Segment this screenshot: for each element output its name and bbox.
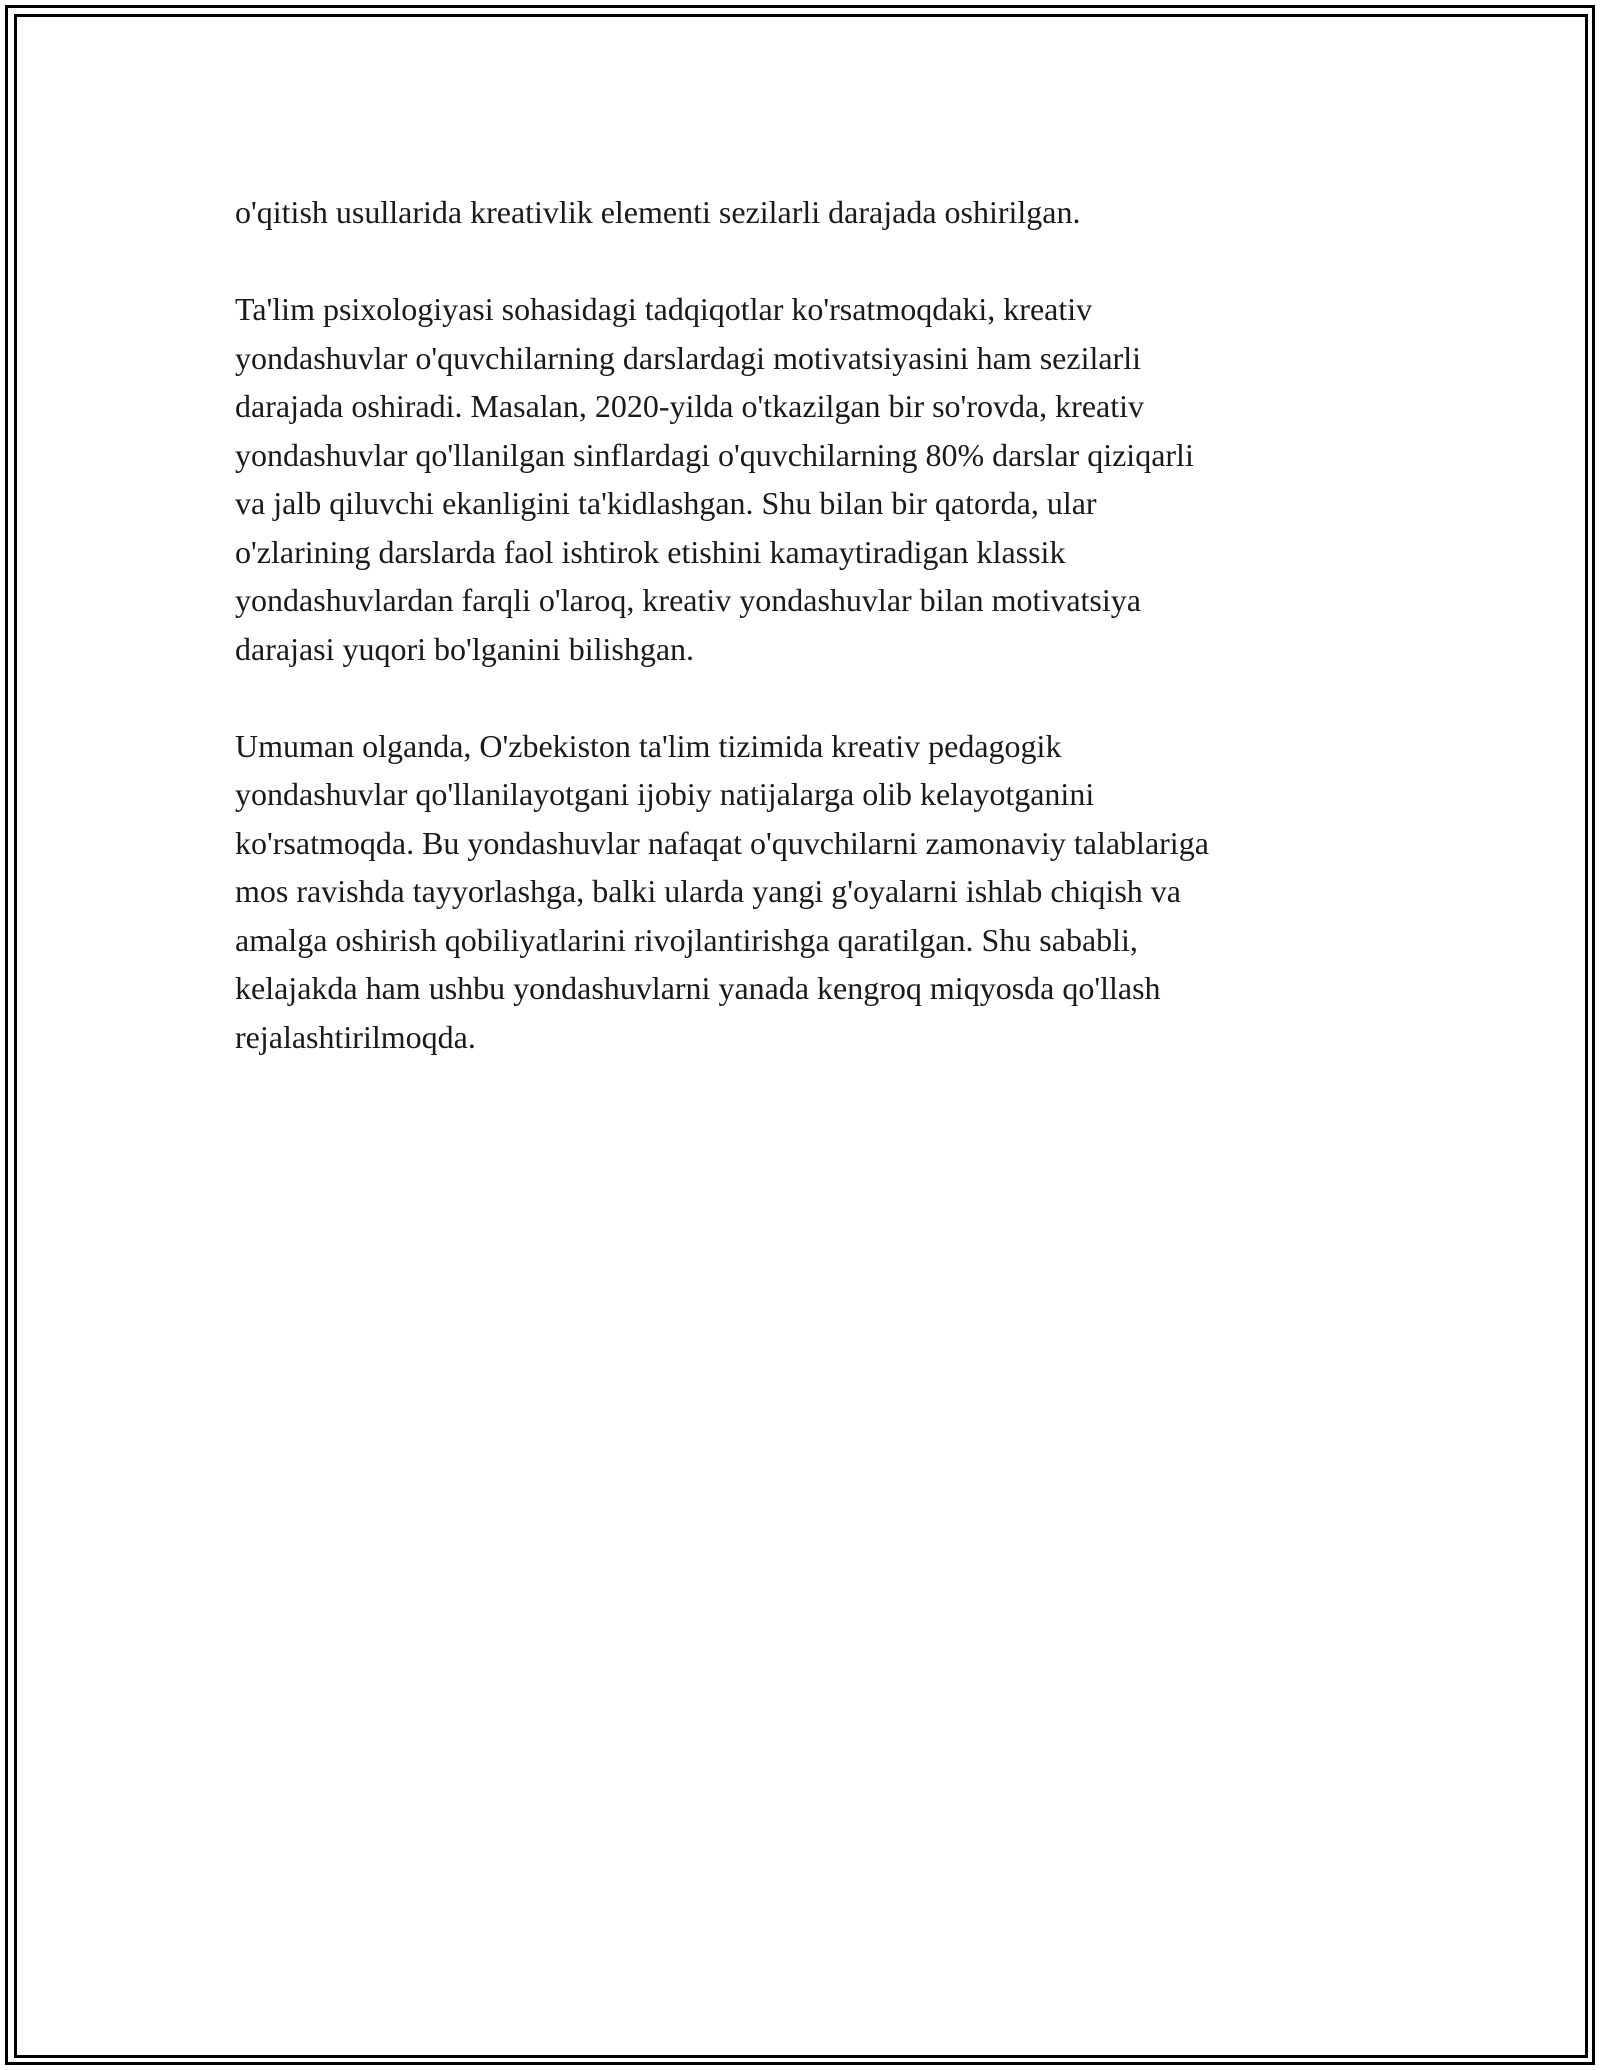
text-line: darajada oshiradi. Masalan, 2020-yilda o'tkazilgan bir so'rovda, kreativ <box>235 388 1145 424</box>
paragraph-1 <box>235 188 1365 237</box>
text-line: va jalb qiluvchi ekanligini ta'kidlashgan. Shu bilan bir qatorda, ular <box>235 485 1097 521</box>
text-line: o'qitish usullarida kreativlik elementi sezilarli darajada oshirilgan. <box>235 194 1081 230</box>
text-line: yondashuvlar qo'llanilgan sinflardagi o'quvchilarning 80% darslar qiziqarli <box>235 436 1194 473</box>
document-body <box>235 188 1365 1110</box>
text-line: yondashuvlar o'quvchilarning darslardagi motivatsiyasini ham sezilarli <box>235 339 1141 376</box>
text-line: mos ravishda tayyorlashga, balki ularda yangi g'oyalarni ishlab chiqish va <box>235 873 1181 909</box>
text-line: darajasi yuqori bo'lganini bilishgan. <box>235 630 695 667</box>
text-line: amalga oshirish qobiliyatlarini rivojlantirishga qaratilgan. Shu sababli, <box>235 921 1138 958</box>
text-line: yondashuvlar qo'llanilayotgani ijobiy natijalarga olib kelayotganini <box>235 776 1095 812</box>
text-line: yondashuvlardan farqli o'laroq, kreativ yondashuvlar bilan motivatsiya <box>235 582 1141 618</box>
paragraph-3 <box>235 722 1365 1062</box>
text-line: Ta'lim psixologiyasi sohasidagi tadqiqotlar ko'rsatmoqdaki, kreativ <box>235 291 1093 327</box>
text-line: Umuman olganda, O'zbekiston ta'lim tizimida kreativ pedagogik <box>235 727 1062 764</box>
text-line: o'zlarining darslarda faol ishtirok etishini kamaytiradigan klassik <box>235 533 1066 570</box>
text-line: rejalashtirilmoqda. <box>235 1018 476 1055</box>
text-line: ko'rsatmoqda. Bu yondashuvlar nafaqat o'quvchilarni zamonaviy talablariga <box>235 824 1209 861</box>
paragraph-2 <box>235 285 1365 673</box>
text-line: kelajakda ham ushbu yondashuvlarni yanada kengroq miqyosda qo'llash <box>235 970 1161 1006</box>
